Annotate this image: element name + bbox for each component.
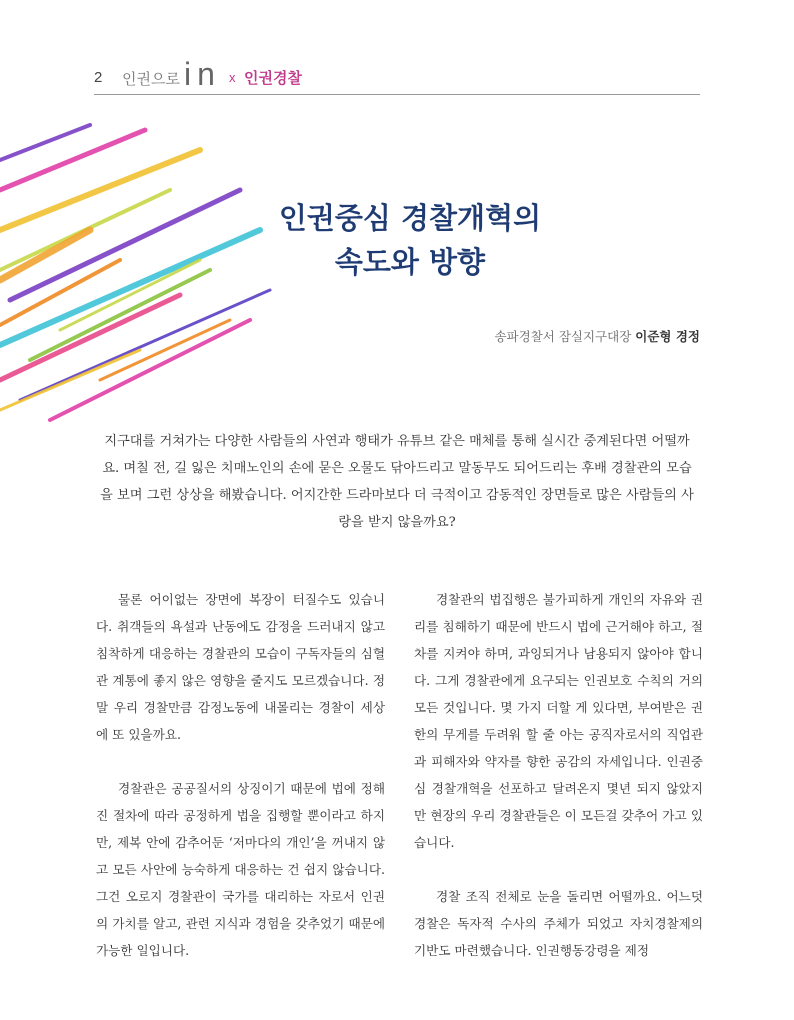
body-paragraph: 경찰 조직 전체로 눈을 돌리면 어떨까요. 어느덧 경찰은 독자적 수사의 주체가 되었고 자치경찰제의 기반도 마련했습니다. 인권행동강령을 제정: [414, 889, 703, 958]
author-affiliation: 송파경찰서 잠실지구대장: [494, 329, 632, 344]
body-column-left: [96, 586, 385, 991]
color-streak: [0, 230, 90, 280]
section-label: 인권으로: [122, 70, 180, 88]
running-header: [94, 58, 700, 95]
title-line-1: 인권중심 경찰개혁의: [278, 201, 542, 235]
lead-paragraph: 지구대를 거쳐가는 다양한 사람들의 사연과 행태가 유튜브 같은 매체를 통해 실시간 중계된다면 어떨까요. 며칠 전, 길 잃은 치매노인의 손에 묻은 오물도 닦아드리고 말동무도 되어드리는 후배 경찰관의 모습을 보며 그런 상상을 해봤습니다. 어지간한 드라마보다 더 극적이고 감동적인 장면들로 많은 사람들의 사랑을 받지 않을까요?: [100, 434, 694, 530]
author-name: 이준형 경정: [635, 329, 700, 344]
in-logo-mark: in: [184, 56, 221, 92]
title-line-2: 속도와 방향: [334, 245, 486, 279]
byline: [494, 327, 700, 345]
page-number: 2: [94, 69, 103, 86]
color-streak: [100, 320, 230, 380]
body-column-right: [414, 586, 703, 991]
article-title: [230, 196, 590, 284]
color-streak: [0, 350, 140, 410]
color-streak: [30, 270, 210, 360]
cross-mark: x: [229, 70, 236, 85]
body-paragraph: 물론 어이없는 장면에 복장이 터질수도 있습니다. 취객들의 욕설과 난동에도 감정을 드러내지 않고 침착하게 대응하는 경찰관의 모습이 구독자들의 심혈관 계통에 좋지 않은 영향을 줄지도 모르겠습니다. 정말 우리 경찰만큼 감정노동에 내몰리는 경찰이 세상에 또 있을까요.: [96, 592, 385, 742]
topic-label: 인권경찰: [244, 69, 302, 87]
body-paragraph: 경찰관은 공공질서의 상징이기 때문에 법에 정해진 절차에 따라 공정하게 법을 집행할 뿐이라고 하지만, 제복 안에 감추어둔 ‘저마다의 개인’을 꺼내지 않고 모든 사안에 능숙하게 대응하는 건 쉽지 않습니다. 그건 오로지 경찰관이 국가를 대리하는 자로서 인권의 가치를 알고, 관련 지식과 경험을 갖추었기 때문에 가능한 일입니다.: [96, 781, 385, 958]
color-streak: [10, 190, 240, 300]
body-paragraph: 경찰관의 법집행은 불가피하게 개인의 자유와 권리를 침해하기 때문에 반드시 법에 근거해야 하고, 절차를 지켜야 하며, 과잉되거나 남용되지 않아야 합니다. 그게 경찰관에게 요구되는 인권보호 수칙의 거의 모든 것입니다. 몇 가지 더할 게 있다면, 부여받은 권한의 무게를 두려워 할 줄 아는 공직자로서의 직업관과 피해자와 약자를 향한 공감의 자세입니다. 인권중심 경찰개혁을 선포하고 달려온지 몇년 되지 않았지만 현장의 우리 경찰관들은 이 모든걸 갖추어 가고 있습니다.: [414, 592, 703, 850]
color-streak: [0, 125, 90, 160]
